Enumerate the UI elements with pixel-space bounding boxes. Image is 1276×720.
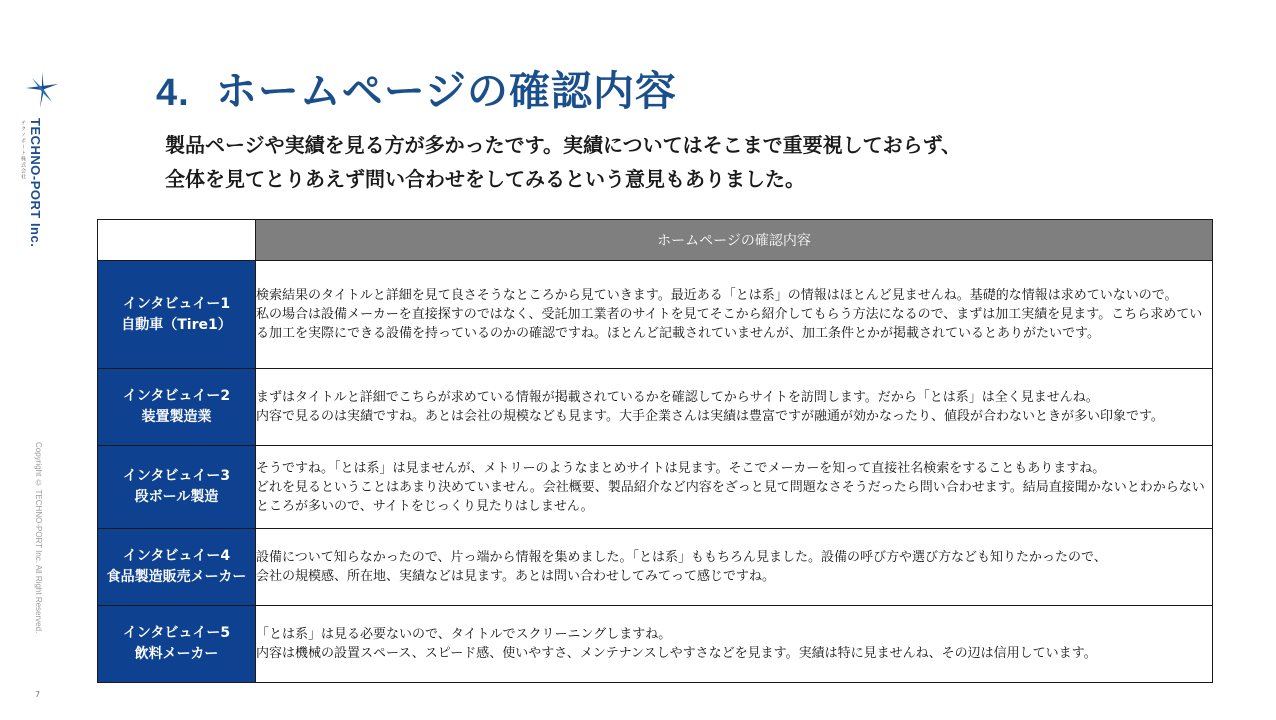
table-row [98, 261, 1213, 369]
industry-label: 装置製造業 [141, 409, 212, 425]
row-label [98, 261, 256, 369]
interviewee-label: インタビュイー5 [122, 625, 231, 641]
industry-label: 飲料メーカー [134, 646, 219, 662]
row-label [98, 446, 256, 529]
brand-name: TECHNO-PORT Inc. [28, 118, 43, 248]
row-text: そうですね。「とは系」は見ませんが、メトリーのようなまとめサイトは見ます。そこでメーカーを知って直接社名検索をすることもありますね。 どれを見るということはあまり決めていません。会社概要、製品紹介など内容をざっと見て問題なさそうだったら問い合わせます。結局直接聞かないとわからないところが多いので、サイトをじっくり見たりはしません。 [256, 460, 1205, 514]
title-text: ホームページの確認内容 [215, 67, 677, 115]
table-row [98, 369, 1213, 446]
row-text-line-2: 内容は機械の設置スペース、スピード感、使いやすさ、メンテナンスしやすさなどを見ます。実績は特に見ませんね、その辺は信用しています。 [256, 646, 1097, 661]
row-text: 検索結果のタイトルと詳細を見て良さそうなところから見ていきます。最近ある「とは系」の情報はほとんど見ませんね。基礎的な情報は求めていないので。 私の場合は設備メーカーを直接探すのではなく、受託加工業者のサイトを見てそこから紹介してもらう方法になるので、まずは加工実績を見ます。こちら求めている加工を実際にできる設備を持っているのかの確認ですね。ほとんど記載されていませんが、加工条件とかが掲載されているとありがたいです。 [256, 288, 1203, 341]
row-text: まずはタイトルと詳細でこちらが求めている情報が掲載されているかを確認してからサイトを訪問します。だから「とは系」は全く見ませんね。 内容で見るのは実績ですね。あとは会社の規模なども見ます。大手企業さんは実績は豊富ですが融通が効かなったり、値段が合わないときが多い印象です。 [256, 390, 1164, 424]
row-content [256, 446, 1213, 529]
table-row [98, 529, 1213, 606]
row-label [98, 529, 256, 606]
page-title [156, 58, 677, 117]
row-content [256, 606, 1213, 683]
brand-name-jp: テクノポート株式会社 [20, 120, 26, 180]
interviewee-label: インタビュイー1 [122, 295, 231, 312]
copyright-text: Copyright © TECHNO-PORT Inc. All Right Reserved. [34, 442, 43, 634]
industry-label: 自動車（Tire1） [121, 316, 232, 333]
interviewee-label: インタビュイー2 [122, 388, 231, 404]
row-text-line-1: 設備について知らなかったので、片っ端から情報を集めました。「とは系」ももちろん見ました。設備の呼び方や選び方なども知りたかったので、 [256, 550, 1107, 565]
row-content [256, 529, 1213, 606]
table-row [98, 606, 1213, 683]
row-text-line-1: 「とは系」は見る必要ないので、タイトルでスクリーニングしますね。 [256, 627, 672, 642]
industry-label: 食品製造販売メーカー [106, 569, 247, 585]
table-row [98, 446, 1213, 529]
interview-table [97, 219, 1213, 683]
row-content [256, 369, 1213, 446]
title-number: 4. [156, 72, 190, 114]
row-label [98, 369, 256, 446]
row-content [256, 261, 1213, 369]
techno-port-logo-icon [22, 70, 62, 110]
summary-line-1: 製品ページや実績を見る方が多かったです。実績についてはそこまで重要視しておらず、 [165, 133, 961, 157]
summary-line-2: 全体を見てとりあえず問い合わせをしてみるという意見もありました。 [165, 167, 805, 191]
page-number: 7 [35, 690, 41, 699]
industry-label: 段ボール製造 [134, 489, 219, 505]
summary-text [165, 128, 1225, 196]
interviewee-label: インタビュイー4 [122, 548, 231, 564]
table-column-header: ホームページの確認内容 [256, 220, 1213, 261]
table-header-row [98, 220, 1213, 261]
table-corner-cell [98, 220, 256, 261]
interviewee-label: インタビュイー3 [122, 468, 231, 484]
row-text-line-2: 会社の規模感、所在地、実績などは見ます。あとは問い合わせしてみてって感じですね。 [256, 569, 775, 584]
sidebar [0, 0, 80, 720]
row-label [98, 606, 256, 683]
